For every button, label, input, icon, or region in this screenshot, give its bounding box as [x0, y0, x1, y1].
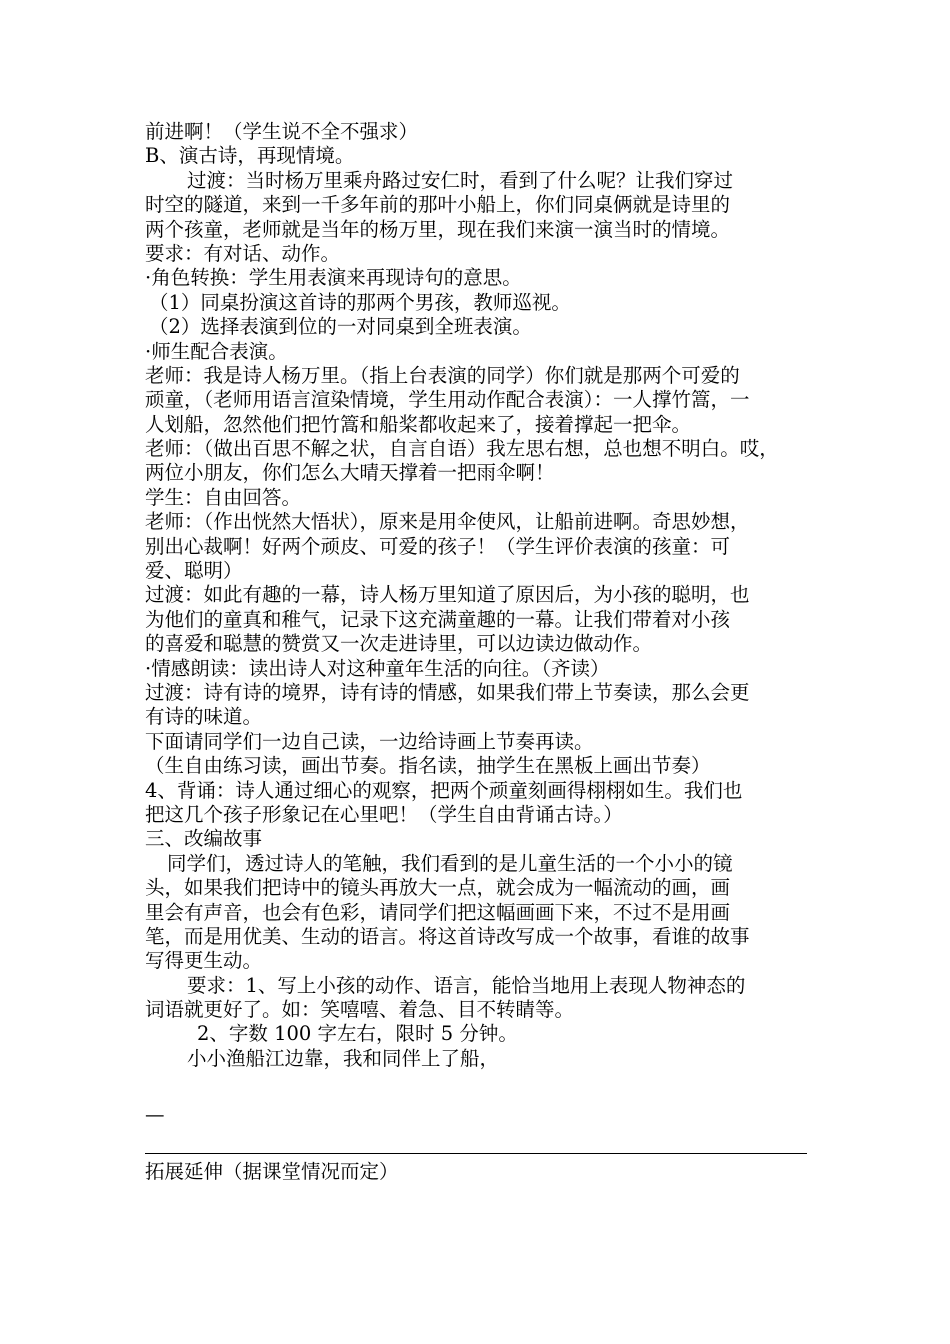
section-heading: B、演古诗，再现情境。 [145, 144, 355, 168]
bullet-line: ·师生配合表演。 [145, 339, 288, 363]
text-line: 老师：（作出恍然大悟状），原来是用伞使风，让船前进啊。奇思妙想， [145, 510, 750, 534]
section-heading: 三、改编故事 [145, 827, 263, 851]
text-line: 2、字数 100 字左右，限时 5 分钟。 [197, 1022, 518, 1046]
text-line: 爱、聪明） [145, 559, 243, 583]
text-line: 人划船，忽然他们把竹篙和船桨都收起来了，接着撑起一把伞。 [145, 412, 692, 436]
dash-mark: — [145, 1103, 165, 1127]
bullet-line: ·情感朗读：读出诗人对这种童年生活的向往。（齐读） [145, 656, 610, 680]
text-line: 老师：（做出百思不解之状，自言自语）我左思右想，总也想不明白。哎， [145, 437, 779, 461]
text-line: 有诗的味道。 [145, 705, 263, 729]
text-line: 4、背诵：诗人通过细心的观察，把两个顽童刻画得栩栩如生。我们也 [145, 778, 743, 802]
section-footer: 拓展延伸（据课堂情况而定） [145, 1160, 399, 1184]
text-line: 过渡：诗有诗的境界，诗有诗的情感，如果我们带上节奏读，那么会更 [145, 680, 750, 704]
text-line: 两位小朋友，你们怎么大晴天撑着一把雨伞啊！ [145, 461, 555, 485]
text-line: 写得更生动。 [145, 949, 263, 973]
text-line: 为他们的童真和稚气，记录下这充满童趣的一幕。让我们带着对小孩 [145, 607, 731, 631]
text-line: 头，如果我们把诗中的镜头再放大一点，就会成为一幅流动的画，画 [145, 876, 731, 900]
text-line: 老师：我是诗人杨万里。（指上台表演的同学）你们就是那两个可爱的 [145, 363, 740, 387]
list-item: （1）同桌扮演这首诗的那两个男孩，教师巡视。 [149, 290, 571, 314]
text-line: 把这几个孩子形象记在心里吧！（学生自由背诵古诗。） [145, 802, 623, 826]
text-line: 笔，而是用优美、生动的语言。将这首诗改写成一个故事，看谁的故事 [145, 924, 750, 948]
text-line: 小小渔船江边靠，我和同伴上了船， [187, 1046, 500, 1070]
text-line: 过渡：如此有趣的一幕，诗人杨万里知道了原因后，为小孩的聪明，也 [145, 583, 750, 607]
text-line: 同学们，透过诗人的笔触，我们看到的是儿童生活的一个小小的镜 [167, 851, 733, 875]
text-line: 顽童，（老师用语言渲染情境，学生用动作配合表演）：一人撑竹篙，一 [145, 388, 750, 412]
text-line: 下面请同学们一边自己读，一边给诗画上节奏再读。 [145, 729, 594, 753]
writing-rule-line [145, 1153, 807, 1154]
text-line: 要求：1、写上小孩的动作、语言，能恰当地用上表现人物神态的 [187, 973, 746, 997]
spacer [145, 1071, 807, 1103]
text-line: 前进啊！（学生说不全不强求） [145, 120, 419, 143]
text-line: （生自由练习读，画出节奏。指名读，抽学生在黑板上画出节奏） [145, 754, 711, 778]
text-line: 学生：自由回答。 [145, 485, 302, 509]
text-line: 时空的隧道，来到一千多年前的那叶小船上，你们同桌俩就是诗里的 [145, 193, 731, 217]
text-line: 别出心裁啊！好两个顽皮、可爱的孩子！（学生评价表演的孩童：可 [145, 534, 731, 558]
list-item: （2）选择表演到位的一对同桌到全班表演。 [149, 315, 532, 339]
text-line: 词语就更好了。如：笑嘻嘻、着急、目不转睛等。 [145, 998, 575, 1022]
text-line: 的喜爱和聪慧的赞赏又一次走进诗里，可以边读边做动作。 [145, 632, 653, 656]
text-line: 两个孩童，老师就是当年的杨万里，现在我们来演一演当时的情境。 [145, 217, 731, 241]
text-line: 里会有声音，也会有色彩，请同学们把这幅画画下来，不过不是用画 [145, 900, 731, 924]
bullet-line: ·角色转换：学生用表演来再现诗句的意思。 [145, 266, 522, 290]
document-body [145, 120, 807, 1185]
text-line: 要求：有对话、动作。 [145, 241, 341, 265]
text-line: 过渡：当时杨万里乘舟路过安仁时，看到了什么呢？让我们穿过 [187, 168, 734, 192]
